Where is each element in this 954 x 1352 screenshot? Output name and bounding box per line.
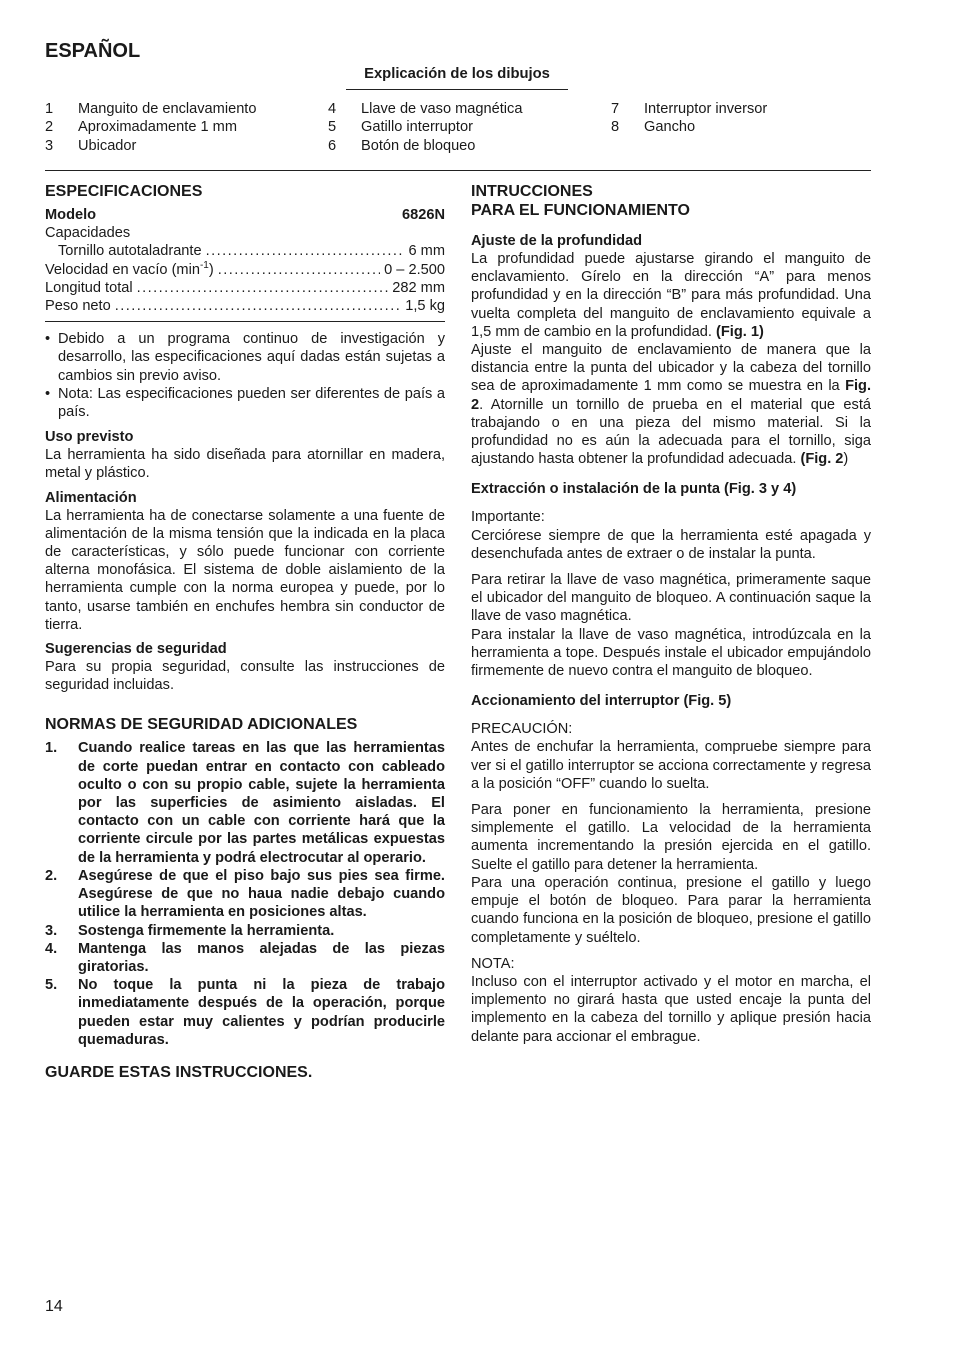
item-text: Sostenga firmemente la herramienta.: [78, 922, 335, 939]
item-text: Mantenga las manos alejadas de las piezas giratorias.: [78, 940, 445, 975]
legend-label: Aproximadamente 1 mm: [78, 119, 237, 136]
legend-item: [45, 137, 256, 155]
legend-number: 6: [328, 137, 337, 154]
bullet-glyph: •: [45, 385, 51, 402]
spec-label: Tornillo autotaladrante: [58, 243, 202, 260]
ajuste-text: La profundidad puede ajustarse girando el manguito de enclavamiento. Gírelo en la dirección “A” para menos profundidad y en la dirección “B” para más profundidad. Una vuelta completa del manguito de enclavamiento equivale a 1,5 mm de cambio en la profundidad.: [471, 251, 871, 340]
extraccion-paragraph-1: Cerciórese siempre de que la herramienta esté apagada y desenchufada antes de extraer o de instalar la punta.: [471, 527, 871, 562]
ajuste-paragraph-1: [471, 250, 871, 341]
spec-value: 282 mm: [392, 279, 445, 296]
specs-title: ESPECIFICACIONES: [45, 183, 203, 200]
legend-item: [328, 137, 522, 155]
item-number: 2.: [45, 867, 58, 884]
legend-column-2: [328, 100, 522, 155]
figure-reference: Fig. 2: [471, 378, 872, 413]
figure-reference-open: (: [800, 451, 806, 468]
legend-label: Gancho: [644, 119, 696, 136]
spec-row: [45, 261, 445, 279]
note-label: NOTA:: [471, 955, 515, 972]
normas-title: NORMAS DE SEGURIDAD ADICIONALES: [45, 716, 358, 734]
save-instructions: GUARDE ESTAS INSTRUCCIONES.: [45, 1063, 313, 1081]
spec-row: [45, 297, 445, 315]
dot-leader: [137, 279, 389, 297]
normas-list: [45, 739, 445, 1048]
numbered-item: [45, 867, 445, 922]
figure-reference: (Fig. 1): [716, 323, 764, 340]
dot-leader: [115, 297, 402, 315]
legend-number: 8: [611, 119, 620, 136]
specs-divider: [45, 321, 445, 322]
instructions-title-line1: INTRUCCIONES: [471, 183, 593, 200]
numbered-item: [45, 739, 445, 866]
page-number: 14: [45, 1298, 63, 1315]
bullet-text: Debido a un programa continuo de investigación y desarrollo, las especificaciones aquí dadas están sujetas a cambios sin previo aviso.: [58, 331, 445, 384]
caution-label: PRECAUCIÓN:: [471, 721, 573, 738]
bullet-glyph: •: [45, 331, 51, 348]
dot-leader: [218, 261, 380, 279]
spec-value: 6 mm: [408, 243, 445, 260]
model-value: 6826N: [401, 207, 445, 223]
spec-label: Peso neto: [45, 298, 111, 315]
item-number: 4.: [45, 940, 58, 957]
important-label: Importante:: [471, 509, 545, 526]
sugerencias-text: Para su propia seguridad, consulte las instrucciones de seguridad incluidas.: [45, 659, 445, 694]
figure-reference: Fig. 2: [805, 451, 844, 468]
ajuste-text: . Atornille un tornillo de prueba en el material que está trabajando o en una pieza del mismo material. Si la profundidad no es aún la adecuada para el tornillo, siga ajustando hasta obtener la profundidad adecuada.: [471, 396, 871, 468]
bullet-item: [45, 330, 445, 385]
bullet-item: [45, 385, 445, 421]
numbered-item: [45, 940, 445, 976]
legend-number: 2: [45, 119, 54, 136]
legend-number: 1: [45, 101, 54, 117]
dot-leader: [206, 242, 405, 260]
numbered-item: [45, 976, 445, 1049]
legend-item: [328, 118, 522, 136]
spec-label: Longitud total: [45, 279, 133, 296]
spec-label-end: ): [208, 261, 214, 278]
legend-column-3: [611, 100, 767, 137]
left-column: [45, 180, 445, 1082]
explanation-title: Explicación de los dibujos: [346, 65, 568, 90]
header-divider: [45, 170, 871, 171]
figure-reference-close: ): [843, 451, 849, 468]
alimentacion-title: Alimentación: [45, 489, 137, 506]
spec-superscript: -1: [199, 259, 209, 271]
ajuste-title: Ajuste de la profundidad: [471, 233, 643, 249]
item-number: 5.: [45, 977, 58, 994]
legend-item: [611, 100, 767, 118]
legend-label: Ubicador: [78, 137, 137, 154]
accionamiento-paragraph-4: Incluso con el interruptor activado y el motor en marcha, el implemento no girará hasta que usted encaje la punta del implemento en la cabeza del tornillo y aplique presión hacia delante para accionar el embrague.: [471, 973, 871, 1045]
legend-number: 4: [328, 101, 337, 117]
legend-label: Llave de vaso magnética: [361, 101, 523, 117]
item-number: 1.: [45, 740, 58, 757]
accionamiento-paragraph-2: Para poner en funcionamiento la herramienta, presione simplemente el gatillo. La velocidad de la herramienta aumenta incrementando la presión ejercida en el gatillo. Suelte el gatillo para detener la herramienta.: [471, 802, 871, 873]
item-text: Asegúrese de que el piso bajo sus pies sea firme. Asegúrese de que no haua nadie debajo cuando utilice la herramienta en posiciones altas.: [78, 867, 445, 921]
legend-label: Gatillo interruptor: [361, 119, 473, 136]
legend-label: Botón de bloqueo: [361, 137, 476, 154]
spec-value: 1,5 kg: [405, 298, 445, 315]
item-text: Cuando realice tareas en las que las herramientas de corte puedan entrar en contacto con cableado oculto o con su propio cable, sujete la herramienta por las superficies de asimiento aisladas. El contacto con un cable con corriente hará que la corriente circule por las partes metálicas expuestas de la herramienta y podrá electrocutar al operario.: [78, 740, 445, 866]
capacities-label: Capacidades: [45, 225, 131, 242]
model-row: [45, 206, 445, 224]
spec-label-text: Velocidad en vacío (min: [45, 261, 200, 278]
item-number: 3.: [45, 922, 58, 939]
spec-value: 0 – 2.500: [384, 261, 445, 278]
accionamiento-paragraph-1: Antes de enchufar la herramienta, compruebe siempre para ver si el gatillo interruptor se acciona correctamente y regresa a la posición “OFF” cuando lo suelta.: [471, 739, 871, 792]
extraccion-paragraph-2: Para retirar la llave de vaso magnética, primeramente saque el ubicador del manguito de bloqueo. A continuación saque la llave de vaso magnética.: [471, 572, 871, 625]
spec-notes: [45, 330, 445, 421]
legend-label: Manguito de enclavamiento: [78, 101, 257, 117]
item-text: No toque la punta ni la pieza de trabajo inmediatamente después de la operación, porque pueden estar muy calientes y podrían producirle quemaduras.: [78, 977, 445, 1048]
numbered-item: [45, 922, 445, 940]
legend-item: [45, 100, 256, 118]
model-label: Modelo: [45, 207, 97, 223]
legend-item: [45, 118, 256, 136]
bullet-text: Nota: Las especificaciones pueden ser diferentes de país a país.: [58, 385, 445, 421]
spec-row: [45, 242, 445, 260]
legend-label: Interruptor inversor: [644, 101, 768, 117]
uso-text: La herramienta ha sido diseñada para atornillar en madera, metal y plástico.: [45, 447, 445, 482]
legend-number: 7: [611, 101, 620, 117]
sugerencias-title: Sugerencias de seguridad: [45, 641, 227, 658]
spec-row: [45, 279, 445, 297]
right-column: [471, 180, 871, 1046]
accionamiento-paragraph-3: Para una operación continua, presione el gatillo y luego empuje el botón de bloqueo. Para parar la herramienta cuando funciona en la posición de bloqueo, presione el gatillo completamente y suéltelo.: [471, 874, 871, 946]
ajuste-paragraph-2: [471, 341, 871, 468]
extraccion-paragraph-3: Para instalar la llave de vaso magnética, introdúzcala en la herramienta a tope. Después instale el ubicador empujándolo firmemente de nuevo contra el manguito de bloqueo.: [471, 626, 871, 680]
uso-title: Uso previsto: [45, 429, 134, 446]
instructions-title-line2: PARA EL FUNCIONAMIENTO: [471, 202, 690, 219]
spec-label: [45, 261, 214, 279]
ajuste-text: Ajuste el manguito de enclavamiento de manera que la distancia entre la punta del ubicador y la cabeza del tornillo sea de aproximadamente 1 mm como se muestra en la: [471, 342, 871, 395]
legend-number: 5: [328, 119, 337, 136]
language-heading: ESPAÑOL: [45, 40, 141, 62]
extraccion-title: Extracción o instalación de la punta (Fig. 3 y 4): [471, 481, 797, 498]
legend-number: 3: [45, 137, 54, 154]
legend-item: [328, 100, 522, 118]
legend-column-1: [45, 100, 256, 155]
legend-item: [611, 118, 767, 136]
accionamiento-title: Accionamiento del interruptor (Fig. 5): [471, 693, 732, 710]
alimentacion-text: La herramienta ha de conectarse solamente a una fuente de alimentación de la misma tensión que la indicada en la placa de características, y sólo puede funcionar con corriente alterna monofásica. El sistema de doble aislamiento de la herramienta cumple con la norma europea y puede, por lo tanto, usarse también en enchufes hembra sin conductor de tierra.: [45, 507, 445, 633]
